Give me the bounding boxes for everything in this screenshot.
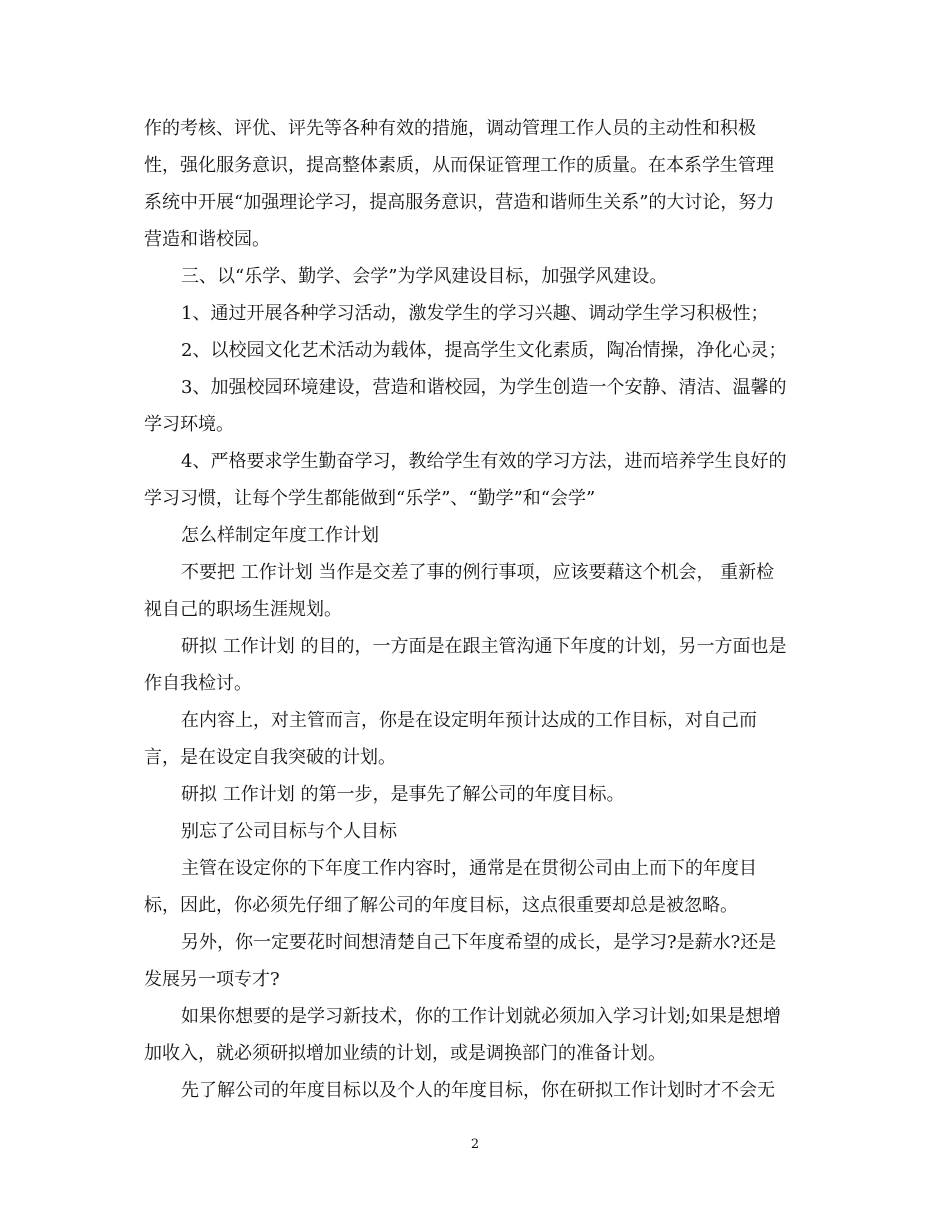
body-text-line: 系统中开展“加强理论学习，提高服务意识，营造和谐师生关系”的大讨论，努力 [144, 192, 775, 213]
body-text-line: 言，是在设定自我突破的计划。 [144, 747, 396, 768]
body-text-line: 如果你想要的是学习新技术，你的工作计划就必须加入学习计划;如果是想增 [181, 1006, 782, 1027]
list-item: 3、加强校园环境建设，营造和谐校园，为学生创造一个安静、清洁、温馨的 [181, 377, 787, 398]
list-item: 4、严格要求学生勤奋学习，教给学生有效的学习方法，进而培养学生良好的 [181, 451, 787, 472]
page-number: 2 [470, 1137, 480, 1152]
body-text-line: 作的考核、评优、评先等各种有效的措施，调动管理工作人员的主动性和积极 [144, 118, 756, 139]
subheading: 怎么样制定年度工作计划 [181, 525, 379, 546]
body-text-line: 学习环境。 [144, 414, 234, 435]
body-text-line: 加收入，就必须研拟增加业绩的计划，或是调换部门的准备计划。 [144, 1043, 666, 1064]
list-item: 1、通过开展各种学习活动，激发学生的学习兴趣、调动学生学习积极性； [181, 303, 769, 324]
body-text-line: 在内容上，对主管而言，你是在设定明年预计达成的工作目标，对自己而 [181, 710, 757, 731]
section-heading: 三、以“乐学、勤学、会学”为学风建设目标，加强学风建设。 [181, 266, 668, 287]
body-text-line: 先了解公司的年度目标以及个人的年度目标，你在研拟工作计划时才不会无 [181, 1080, 775, 1101]
body-text-line: 学习习惯，让每个学生都能做到“乐学”、“勤学”和“会学” [144, 488, 596, 509]
body-text-line: 不要把 工作计划 当作是交差了事的例行事项，应该要藉这个机会， 重新检 [181, 562, 775, 583]
body-text-line: 发展另一项专才? [144, 969, 280, 990]
body-text-line: 标，因此，你必须先仔细了解公司的年度目标，这点很重要却总是被忽略。 [144, 895, 738, 916]
body-text-line: 研拟 工作计划 的目的，一方面是在跟主管沟通下年度的计划，另一方面也是 [181, 636, 787, 657]
body-text-line: 研拟 工作计划 的第一步，是事先了解公司的年度目标。 [181, 784, 625, 805]
body-text-line: 性，强化服务意识，提高整体素质，从而保证管理工作的质量。在本系学生管理 [144, 155, 774, 176]
body-text-line: 主管在设定你的下年度工作内容时，通常是在贯彻公司由上而下的年度目 [181, 858, 757, 879]
body-text-line: 营造和谐校园。 [144, 229, 270, 250]
list-item: 2、以校园文化艺术活动为载体，提高学生文化素质，陶冶情操，净化心灵； [181, 340, 787, 361]
subheading: 别忘了公司目标与个人目标 [181, 821, 397, 842]
body-text-line: 作自我检讨。 [144, 673, 252, 694]
body-text-line: 视自己的职场生涯规划。 [144, 599, 342, 620]
body-text-line: 另外，你一定要花时间想清楚自己下年度希望的成长，是学习?是薪水?还是 [181, 932, 777, 953]
